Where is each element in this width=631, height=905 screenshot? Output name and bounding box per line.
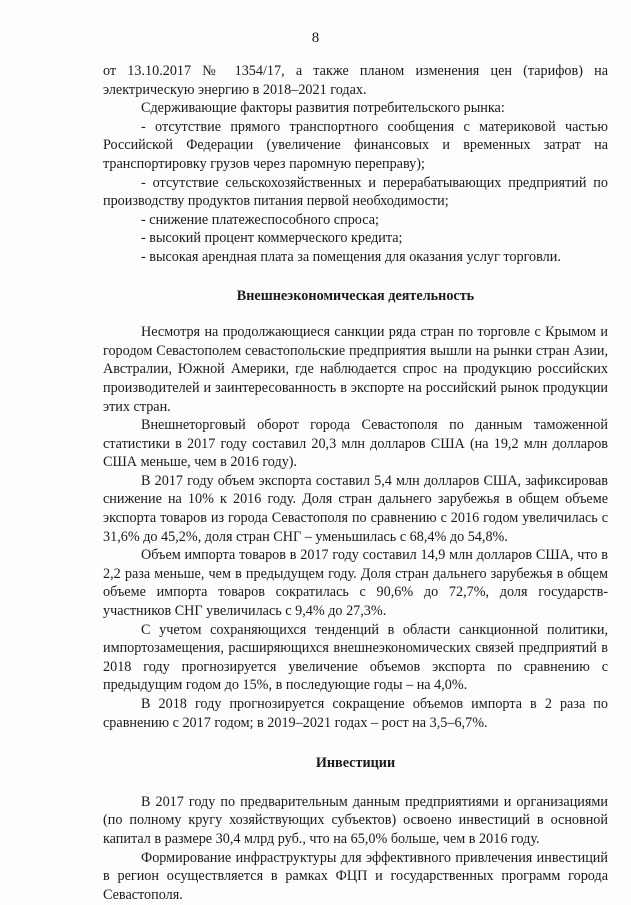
paragraph-import-forecast: В 2018 году прогнозируется сокращение объемов импорта в 2 раза по сравнению с 2017 годом; в 2019–2021 годах – рост на 3,5–6,7%.	[103, 696, 608, 731]
paragraph-tariffs-continuation: от 13.10.2017 № 1354/17, а также планом изменения цен (тарифов) на электрическую энергию в 2018–2021 годах.	[103, 63, 608, 98]
list-item-transport: - отсутствие прямого транспортного сообщения с материковой частью Российской Федерации (увеличение финансовых и временных затрат на транспортировку грузов через паромную переправу);	[103, 118, 608, 172]
paragraph-trade-turnover: Внешнеторговый оборот города Севастополя по данным таможенной статистики в 2017 году составил 20,3 млн долларов США (на 19,2 млн долларов США меньше, чем в 2016 году).	[103, 417, 608, 471]
list-item-rent: - высокая арендная плата за помещения для оказания услуг торговли.	[141, 248, 561, 265]
section-heading-foreign-trade: Внешнеэкономическая деятельность	[236, 287, 475, 304]
page-content	[103, 62, 608, 904]
list-item-credit: - высокий процент коммерческого кредита;	[141, 230, 403, 247]
paragraph-export: В 2017 году объем экспорта составил 5,4 млн долларов США, зафиксировав снижение на 10% к 2016 году. Доля стран дальнего зарубежья в общем объеме экспорта товаров из города Севастополя по сравнению с 2016 годом увеличилась с 31,6% до 45,2%, доля стран СНГ – уменьшилась с 68,4% до 54,8%.	[103, 472, 608, 545]
paragraph-infrastructure: Формирование инфраструктуры для эффективного привлечения инвестиций в регион осуществляется в рамках ФЦП и государственных программ города Севастополя.	[103, 849, 608, 903]
paragraph-investments-volume: В 2017 году по предварительным данным предприятиями и организациями (по полному кругу хозяйствующих субъектов) освоено инвестиций в основной капитал в размере 30,4 млрд руб., что на 65,0% больше, чем в 2016 году.	[103, 793, 608, 847]
paragraph-sanctions: Несмотря на продолжающиеся санкции ряда стран по торговле с Крымом и городом Севастополем севастопольские предприятия вышли на рынки стран Азии, Австралии, Южной Америки, где наблюдается спрос на продукцию российских производителей и заинтересованность в экспорте на российский рынок продукции этих стран.	[103, 324, 608, 415]
page-number: 8	[311, 30, 320, 46]
list-item-agriculture: - отсутствие сельскохозяйственных и перерабатывающих предприятий по производству продуктов питания первой необходимости;	[103, 174, 608, 210]
section-heading-investments: Инвестиции	[315, 755, 396, 772]
list-item-demand: - снижение платежеспособного спроса;	[141, 211, 379, 228]
paragraph-restraining-factors: Сдерживающие факторы развития потребительского рынка:	[141, 100, 505, 117]
paragraph-export-forecast: С учетом сохраняющихся тенденций в области санкционной политики, импортозамещения, расширяющихся внешнеэкономических связей предприятий в 2018 году прогнозируется увеличение объемов экспорта по сравнению с предыдущим годом до 15%, в последующие годы – на 4,0%.	[103, 621, 608, 694]
paragraph-import: Объем импорта товаров в 2017 году составил 14,9 млн долларов США, что в 2,2 раза меньше, чем в предыдущем году. Доля стран дальнего зарубежья в общем объеме импорта товаров сократилась с 90,6% до 72,7%, доля государств-участников СНГ увеличилась с 9,4% до 27,3%.	[103, 547, 608, 620]
